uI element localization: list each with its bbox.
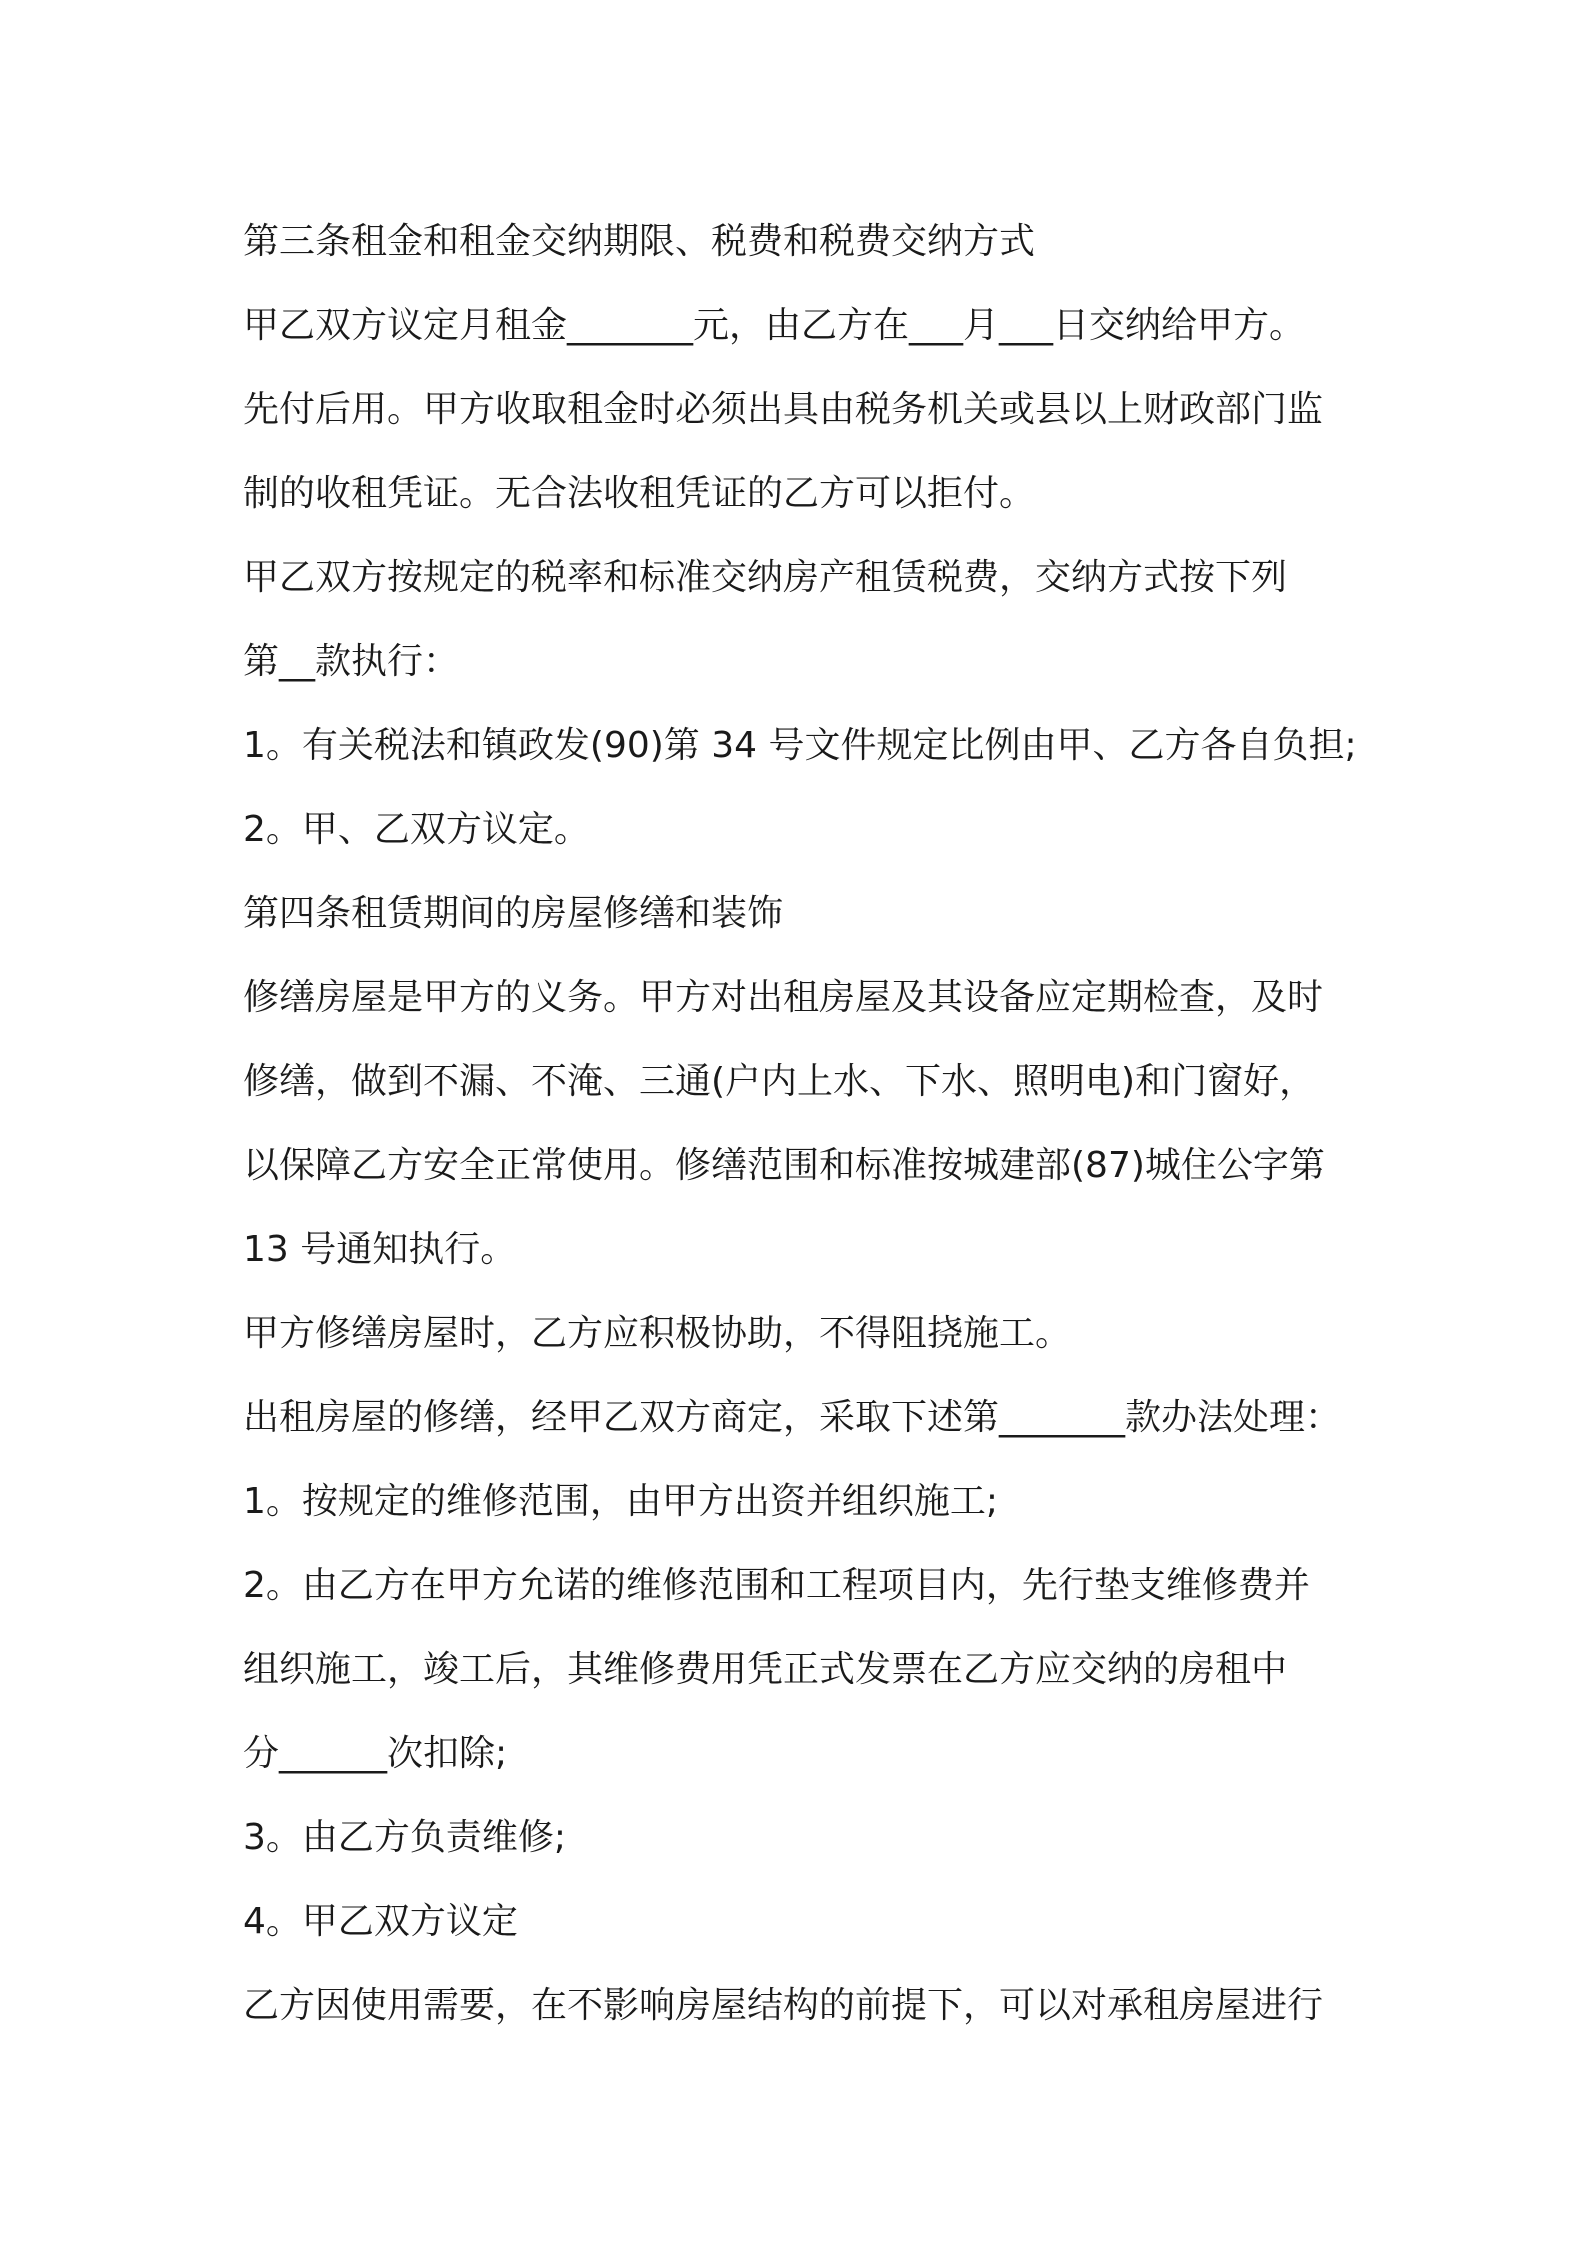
list-item: 2。甲、乙双方议定。 bbox=[243, 809, 590, 850]
document-body bbox=[243, 200, 1363, 2048]
list-item: 1。按规定的维修范围，由甲方出资并组织施工; bbox=[243, 1481, 999, 1522]
paragraph-line: 出租房屋的修缮，经甲乙双方商定，采取下述第_______款办法处理： bbox=[243, 1397, 1342, 1438]
paragraph-line: 分______次扣除; bbox=[243, 1733, 508, 1774]
paragraph-line: 甲乙双方按规定的税率和标准交纳房产租赁税费，交纳方式按下列 bbox=[243, 557, 1288, 598]
paragraph-line: 修缮房屋是甲方的义务。甲方对出租房屋及其设备应定期检查，及时 bbox=[243, 977, 1324, 1018]
list-item: 2。由乙方在甲方允诺的维修范围和工程项目内，先行垫支维修费并 bbox=[243, 1565, 1310, 1606]
paragraph-line: 以保障乙方安全正常使用。修缮范围和标准按城建部(87)城住公字第 bbox=[243, 1145, 1325, 1186]
heading-article-3: 第三条租金和租金交纳期限、税费和税费交纳方式 bbox=[243, 221, 1036, 262]
list-item: 3。由乙方负责维修; bbox=[243, 1817, 567, 1858]
paragraph-line: 组织施工，竣工后，其维修费用凭正式发票在乙方应交纳的房租中 bbox=[243, 1649, 1288, 1690]
paragraph-line: 甲方修缮房屋时，乙方应积极协助，不得阻挠施工。 bbox=[243, 1313, 1072, 1354]
list-item: 1。有关税法和镇政发(90)第 34 号文件规定比例由甲、乙方各自负担; bbox=[243, 725, 1357, 766]
list-item: 4。甲乙双方议定 bbox=[243, 1901, 518, 1942]
heading-article-4: 第四条租赁期间的房屋修缮和装饰 bbox=[243, 893, 784, 934]
paragraph-line: 修缮，做到不漏、不淹、三通(户内上水、下水、照明电)和门窗好， bbox=[243, 1061, 1316, 1102]
paragraph-line: 第__款执行： bbox=[243, 641, 460, 682]
paragraph-line: 13 号通知执行。 bbox=[243, 1229, 517, 1270]
paragraph-line: 甲乙双方议定月租金_______元，由乙方在___月___日交纳给甲方。 bbox=[243, 305, 1306, 346]
paragraph-line: 乙方因使用需要，在不影响房屋结构的前提下，可以对承租房屋进行 bbox=[243, 1985, 1324, 2026]
paragraph-line: 制的收租凭证。无合法收租凭证的乙方可以拒付。 bbox=[243, 473, 1036, 514]
paragraph-line: 先付后用。甲方收取租金时必须出具由税务机关或县以上财政部门监 bbox=[243, 389, 1324, 430]
